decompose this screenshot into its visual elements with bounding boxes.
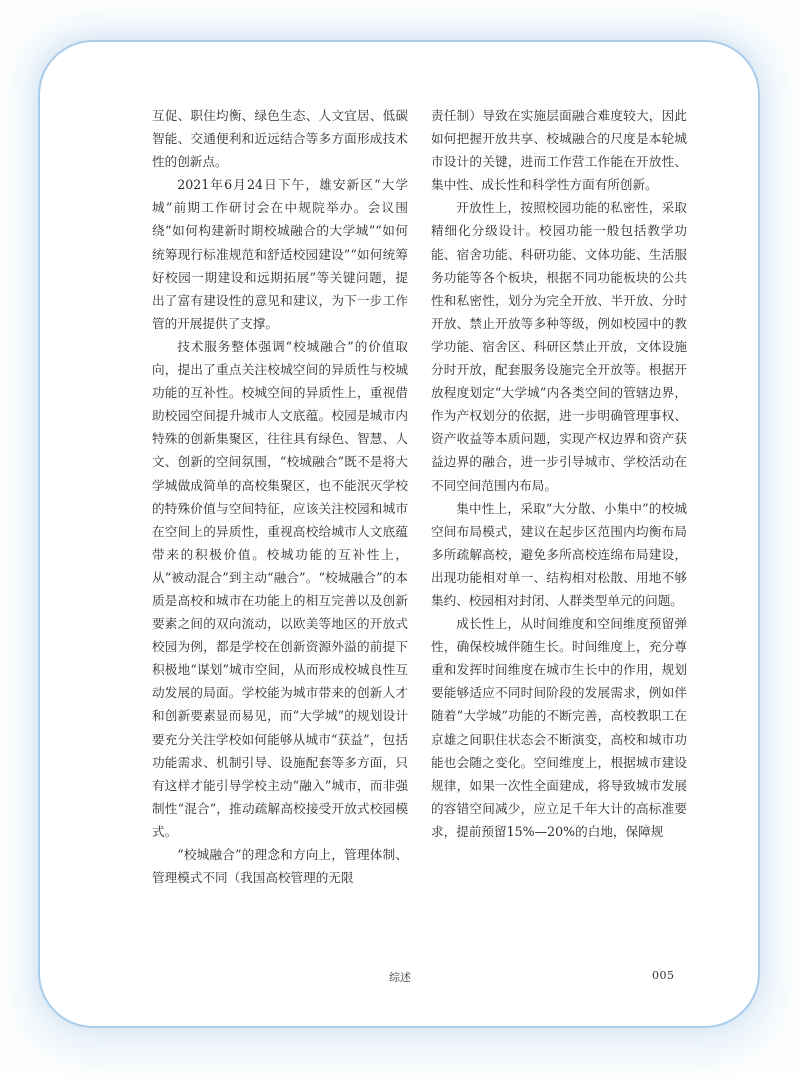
paragraph: 成长性上，从时间维度和空间维度预留弹性，确保校城伴随生长。时间维度上，充分尊重和发挥时间维度在城市生长中的作用，规划要能够适应不同时间阶段的发展需求，例如伴随着“大学城”功能的不断完善，高校教职工在京雄之间职住状态会不断演变，高校和城市功能也会随之变化。空间维度上，根据城市建设规律，如果一次性全面建成，将导致城市发展的容错空间减少，应立足千年大计的高标准要求，提前预留15%—20%的白地，保障规: [431, 616, 687, 839]
paragraph: 责任制）导致在实施层面融合难度较大，因此如何把握开放共享、校城融合的尺度是本轮城市设计的关键，进而工作营工作能在开放性、集中性、成长性和科学性方面有所创新。: [431, 108, 687, 193]
page-number: 005: [652, 969, 675, 982]
paragraph: 2021年6月24日下午，雄安新区“大学城”前期工作研讨会在中规院举办。会议围绕“如何构建新时期校城融合的大学城”“如何统筹现行标准规范和舒适校园建设”“如何统筹好校园一期建设和远期拓展”等关键问题，提出了富有建设性的意见和建议，为下一步工作管的开展提供了支撑。: [152, 177, 408, 331]
paragraph: “校城融合”的理念和方向上，管理体制、管理模式不同（我国高校管理的无限: [152, 847, 408, 886]
right-text-column: [431, 104, 687, 843]
paragraph: 集中性上，采取“大分散、小集中”的校城空间布局模式，建议在起步区范围内均衡布局多所疏解高校，避免多所高校连绵布局建设，出现功能相对单一、结构相对松散、用地不够集约、校园相对封闭、人群类型单元的问题。: [431, 500, 687, 608]
paragraph: 开放性上，按照校园功能的私密性，采取精细化分级设计。校园功能一般包括教学功能、宿舍功能、科研功能、文体功能、生活服务功能等各个板块，根据不同功能板块的公共性和私密性，划分为完全开放、半开放、分时开放、禁止开放等多种等级，例如校园中的教学功能、宿舍区、科研区禁止开放，文体设施分时开放，配套服务设施完全开放等。根据开放程度划定“大学城”内各类空间的管辖边界，作为产权划分的依据，进一步明确管理事权、资产收益等本质问题，实现产权边界和资产获益边界的融合，进一步引导城市、学校活动在不同空间范围内布局。: [431, 200, 687, 493]
footer-section-label: 综述: [389, 971, 411, 984]
paragraph: 技术服务整体强调“校城融合”的价值取向，提出了重点关注校城空间的异质性与校城功能的互补性。校城空间的异质性上，重视借助校园空间提升城市人文底蕴。校园是城市内特殊的创新集聚区，往往具有绿色、智慧、人文、创新的空间氛围，“校城融合”既不是将大学城做成简单的高校集聚区，也不能泯灭学校的特殊价值与空间特征，应该关注校园和城市在空间上的异质性，重视高校给城市人文底蕴带来的积极价值。校城功能的互补性上，从“被动混合”到主动“融合”。“校城融合”的本质是高校和城市在功能上的相互完善以及创新要素之间的双向流动，以欧美等地区的开放式校园为例，都是学校在创新资源外溢的前提下积极地“谋划”城市空间，从而形成校城良性互动发展的局面。学校能为城市带来的创新人才和创新要素显而易见，而“大学城”的规划设计要充分关注学校如何能够从城市“获益”，包括功能需求、机制引导、设施配套等多方面，只有这样才能引导学校主动“融入”城市，而非强制性“混合”，推动疏解高校接受开放式校园模式。: [152, 338, 408, 839]
paragraph: 互促、职住均衡、绿色生态、人文宜居、低碳智能、交通便利和近远结合等多方面形成技术性的创新点。: [152, 108, 408, 170]
left-text-column: [152, 104, 408, 889]
